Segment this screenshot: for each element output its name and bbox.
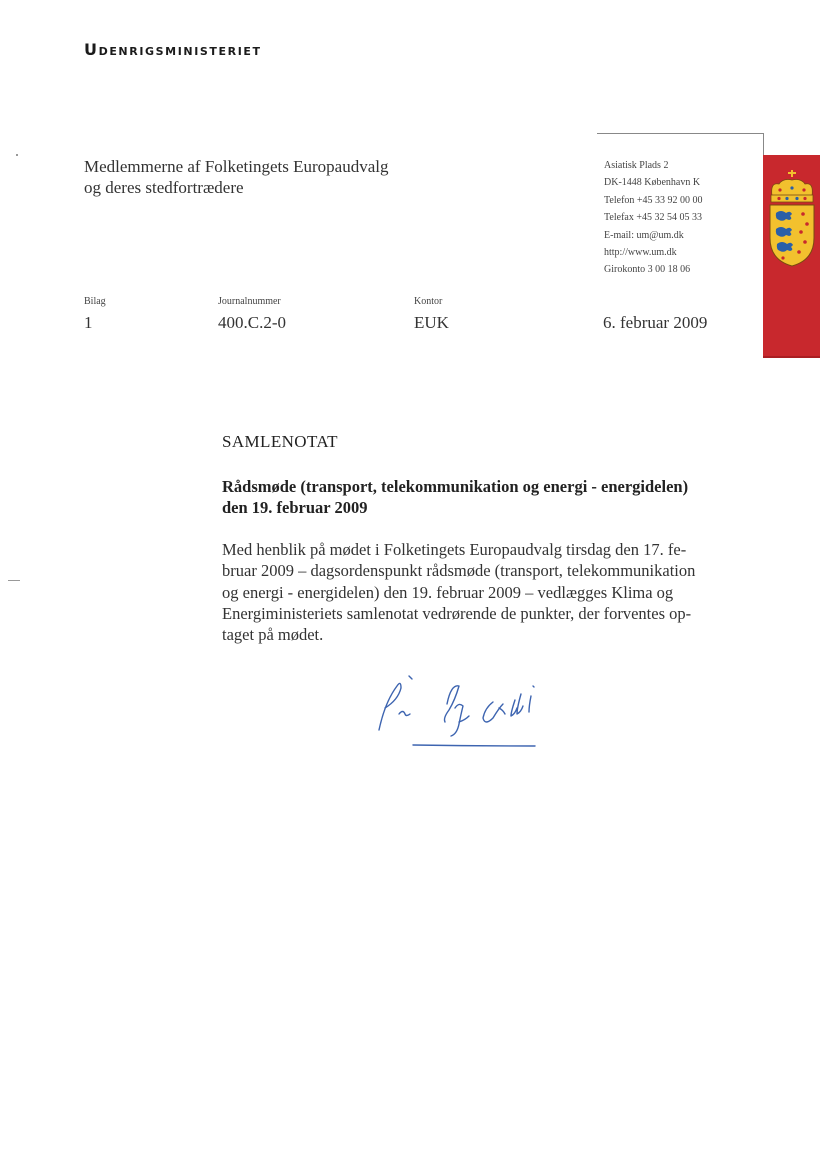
kontor-value: EUK	[414, 313, 449, 332]
address-divider	[597, 133, 763, 134]
subject-heading	[222, 476, 762, 518]
recipient-block	[84, 156, 389, 198]
kontor-label: Kontor	[414, 296, 443, 307]
document-date: 6. februar 2009	[603, 313, 708, 332]
journal-value: 400.C.2-0	[218, 313, 286, 332]
body-line: og energi - energidelen) den 19. februar 2009 – vedlægges Klima og	[222, 582, 674, 602]
recipient-line: og deres stedfortrædere	[84, 178, 244, 197]
recipient-line: Medlemmerne af Folketingets Europaudvalg	[84, 157, 389, 176]
scan-margin-mark	[8, 580, 20, 581]
address-website: http://www.um.dk	[604, 247, 677, 259]
address-city: DK-1448 København K	[604, 177, 701, 189]
subject-line: den 19. februar 2009	[222, 498, 368, 517]
address-divider-vertical	[763, 133, 764, 155]
subject-line: Rådsmøde (transport, telekommunikation og energi - energidelen)	[222, 477, 689, 496]
address-street: Asiatisk Plads 2	[604, 160, 669, 171]
body-line: bruar 2009 – dagsordenspunkt rådsmøde (transport, telekommunikation	[222, 561, 696, 581]
body-line: Med henblik på mødet i Folketingets Europaudvalg tirsdag den 17. fe-	[222, 540, 687, 559]
body-paragraph	[222, 539, 742, 645]
bilag-value: 1	[84, 313, 93, 332]
address-email: E-mail: um@um.dk	[604, 229, 684, 241]
document-title: SAMLENOTAT	[222, 432, 338, 451]
address-block	[604, 157, 703, 279]
royal-coat-of-arms-icon	[767, 170, 817, 270]
journal-label: Journalnummer	[218, 296, 281, 307]
body-line: Energiministeriets samlenotat vedrørende de punkter, der forventes op-	[222, 603, 692, 623]
handwritten-signature	[365, 668, 585, 763]
address-phone: Telefon +45 33 92 00 00	[604, 194, 703, 206]
body-line: taget på mødet.	[222, 625, 324, 645]
scan-margin-mark	[16, 154, 18, 156]
address-giro: Girokonto 3 00 18 06	[604, 264, 691, 276]
address-fax: Telefax +45 32 54 05 33	[604, 212, 702, 224]
flag-band-edge	[763, 356, 820, 358]
bilag-label: Bilag	[84, 296, 106, 307]
ministry-name: Udenrigsministeriet	[84, 40, 262, 59]
